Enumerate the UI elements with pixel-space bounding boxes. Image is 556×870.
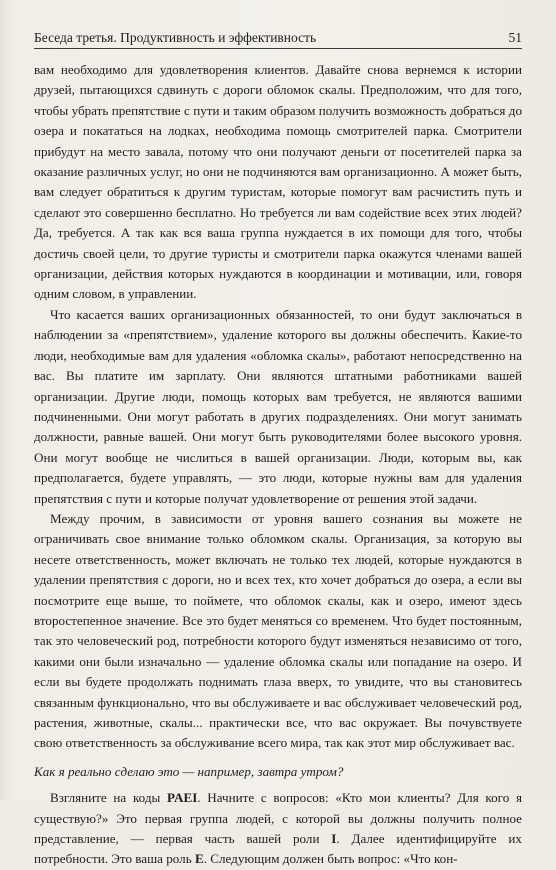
question-heading: Как я реально сделаю это — например, завтра утром? (34, 763, 344, 779)
chapter-title: Беседа третья. Продуктивность и эффективность (34, 30, 317, 45)
p4-text-a: Взгляните на коды (50, 790, 167, 806)
p4-text-d: . Следующим должен быть вопрос: «Что кон- (203, 851, 458, 867)
role-e: E (194, 851, 204, 867)
paragraph-4 (34, 788, 522, 870)
p4-text-b: . Начните с вопросов: «Кто мои клиенты? Для кого я существую?» Это первая группа людей, с которой вы должны получить полное представление, — первая часть вашей роли (34, 790, 522, 847)
paei-code: PAEI (166, 790, 198, 806)
p4-text-c: . Далее идентифицируйте их потребности. Это ваша роль (34, 831, 522, 867)
running-header (34, 30, 522, 49)
role-i: I (331, 831, 337, 847)
paragraph-3: Между прочим, в зависимости от уровня вашего сознания вы можете не ограничивать свое внимание только обломком скалы. Организация, за которую вы несете ответственность, может включать не только тех людей, которые нуждаются в удалении препятствия с дороги, но и всех тех, кто хочет добраться до озера, а если вы посмотрите еще выше, то поймете, что обломок скалы, как и озеро, имеют здесь второстепенное значение. Все это будет меняться со временем. Что будет постоянным, так это человеческий род, потребности которого будут изменяться независимо от того, какими они были изначально — удаление обломка скалы или попадание на озеро. И если вы будете продолжать поднимать глаза вверх, то увидите, что вы становитесь связанным функционально, что вы обслуживаете и вас обслуживает человеческий род, растения, животные, скалы... практически все, что вас окружает. Вы почувствуете свою ответственность за обслуживание всего мира, так как этот мир обслуживает вас. (34, 510, 522, 751)
page-body (34, 60, 522, 870)
page-number: 51 (508, 30, 522, 45)
paragraph-1: вам необходимо для удовлетворения клиентов. Давайте снова вернемся к истории друзей, пытающихся сдвинуть с дороги обломок скалы. Предположим, что для того, чтобы убрать препятствие с пути и таким образом получить возможность добраться до озера и покататься на лодках, необходима помощь смотрителей парка. Смотрители прибудут на место завала, потому что они получают деньги от посетителей парка за оказание различных услуг, но они не подчиняются вам организационно. А может быть, вам следует обратиться к другим туристам, которые помогут вам расчистить путь и сделают это совершенно бесплатно. Но требуется ли вам содействие всех этих людей? Да, требуется. А так как вся ваша группа нуждается в их помощи для того, чтобы достичь своей цели, то другие туристы и смотрители парка окажутся членами вашей организации, действия которых нуждаются в координации и мотивации, или, говоря одним словом, в управлении. (34, 62, 522, 302)
paragraph-2: Что касается ваших организационных обязанностей, то они будут заключаться в наблюдении за «препятствием», удаление которого вы должны обеспечить. Какие-то люди, необходимые вам для удаления «обломка скалы», работают непосредственно на вас. Вы платите им зарплату. Они являются штатными работниками вашей организации. Другие люди, помощь которых вам требуется, не являются вашими подчиненными. Они могут работать в других подразделениях. Они могут занимать должности, равные вашей. Они могут быть руководителями более высокого уровня. Они могут вообще не числиться в вашей организации. Люди, которым вы, как предполагается, будете управлять, — это люди, которые нужны вам для удаления препятствия с пути и которые получат удовлетворение от решения этой задачи. (34, 306, 522, 506)
